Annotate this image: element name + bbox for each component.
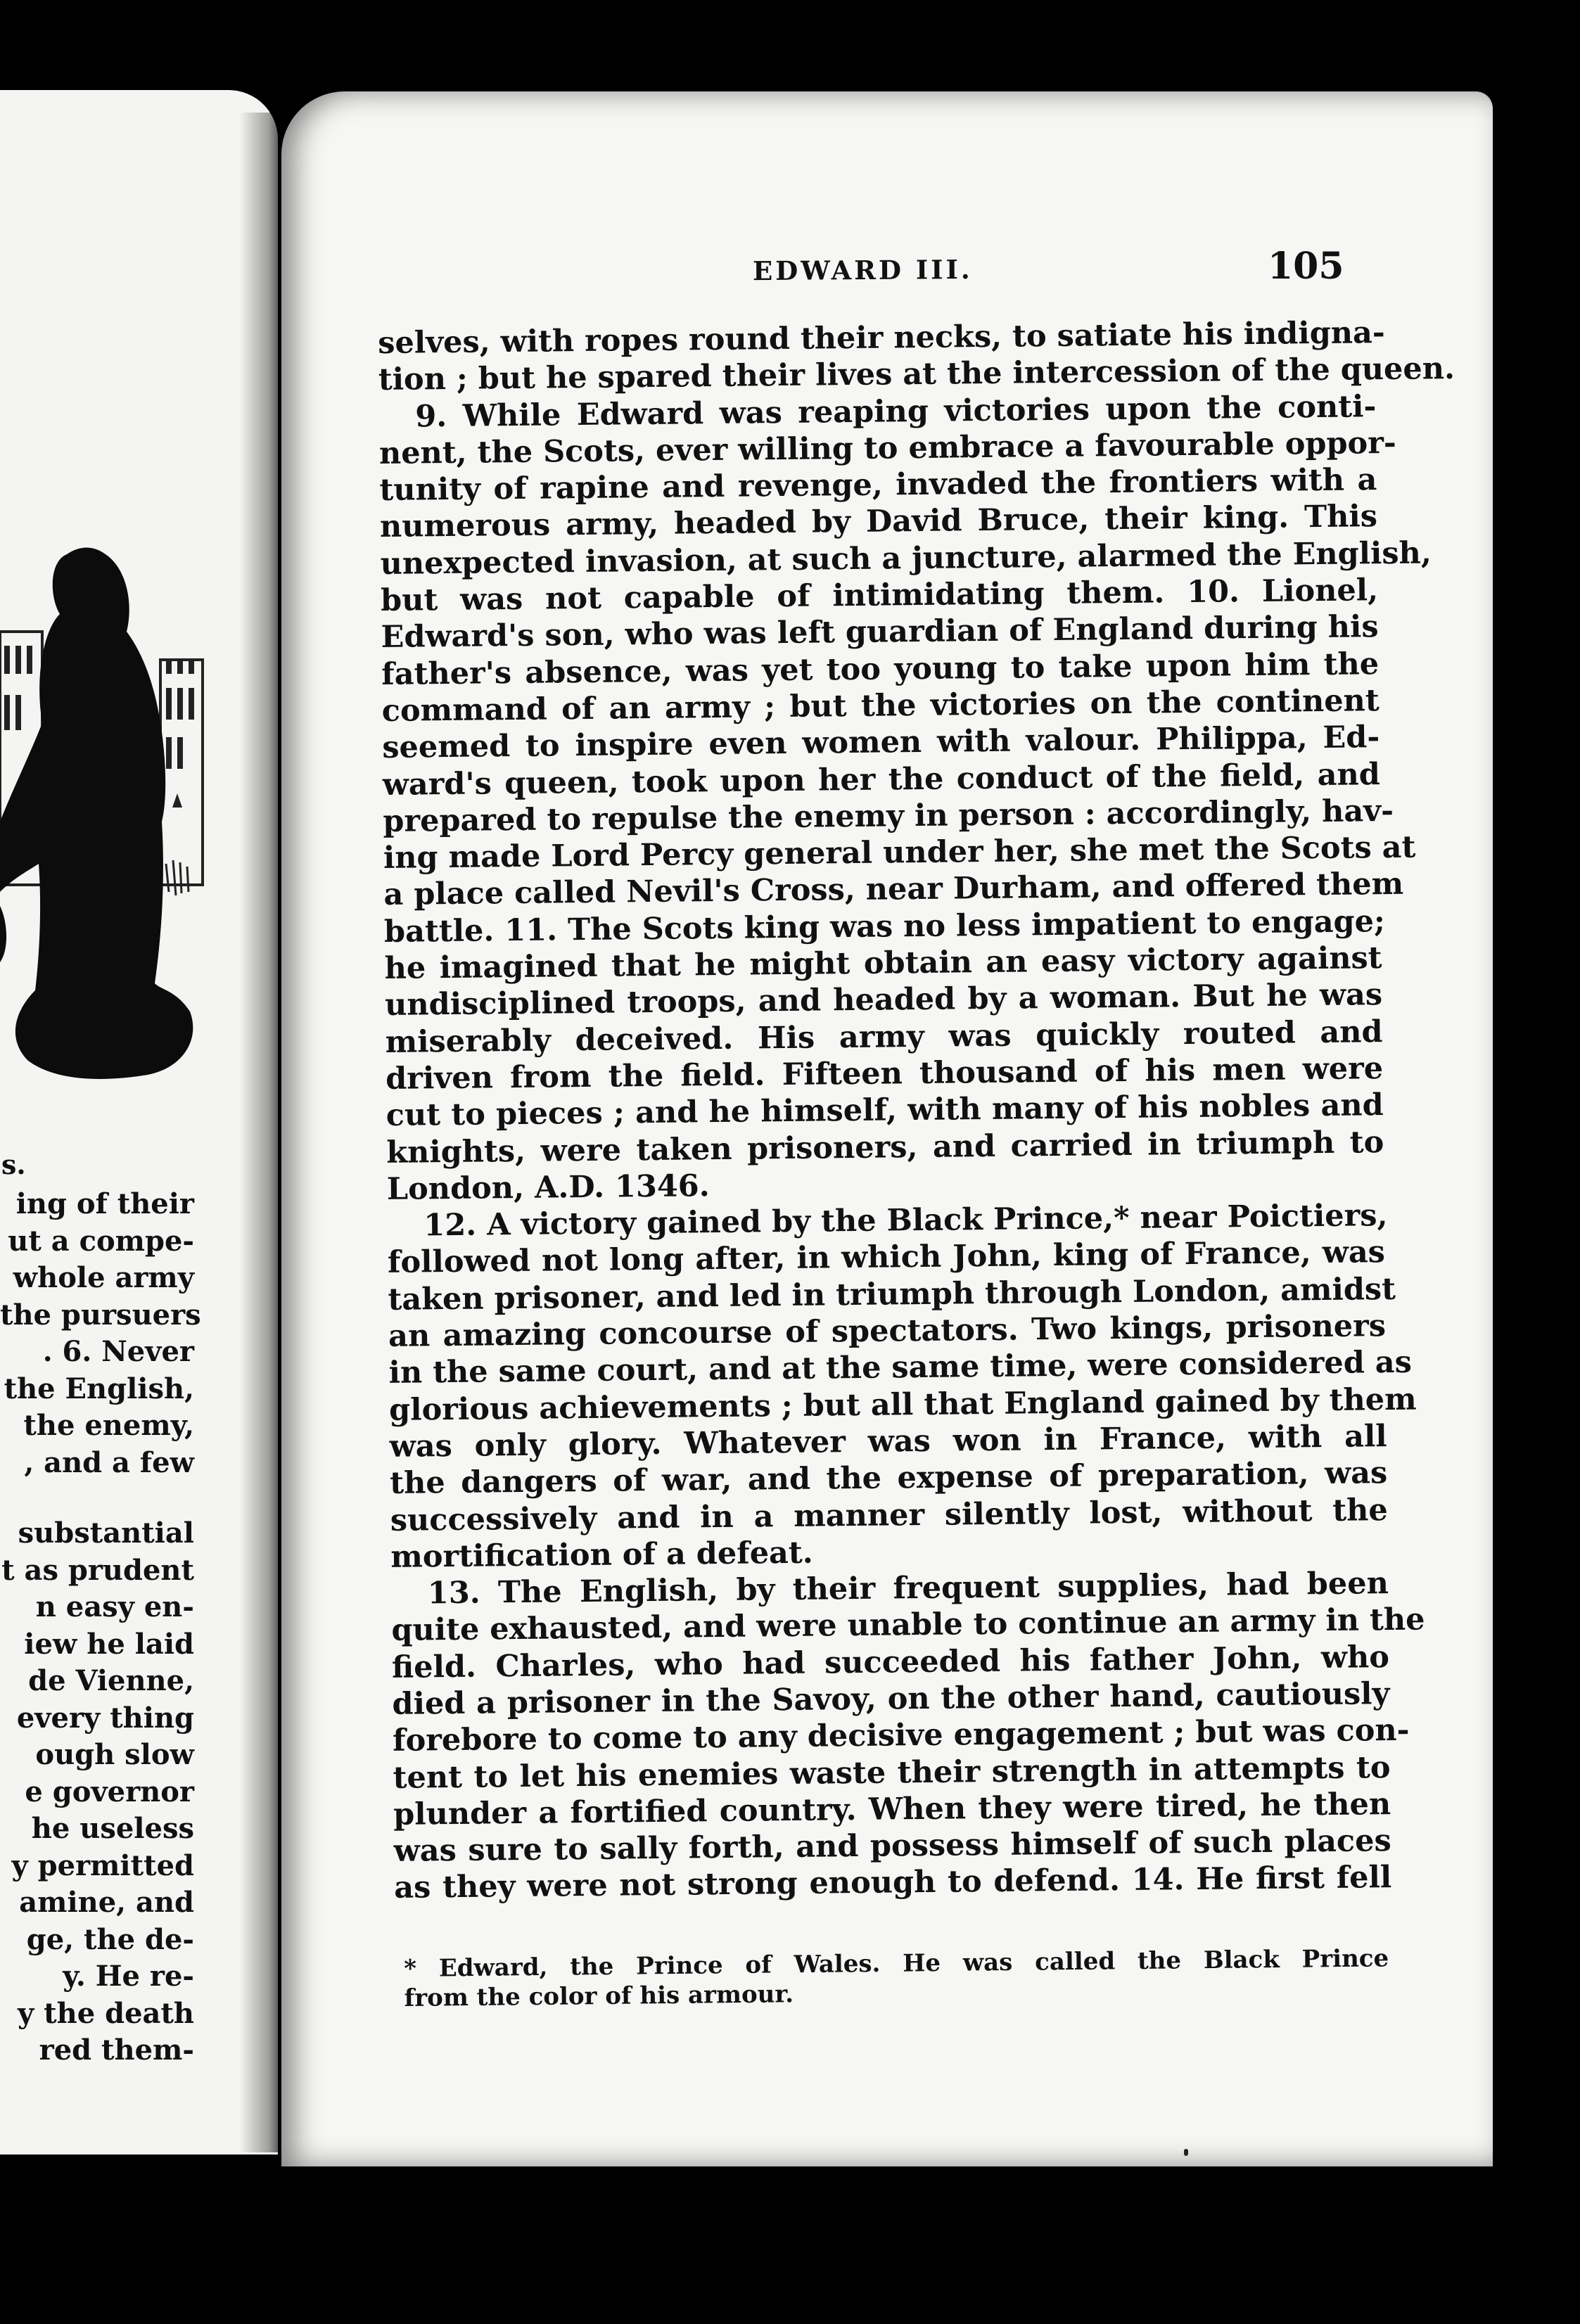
left-text-line: amine, and xyxy=(19,1886,194,1919)
right-page xyxy=(281,91,1493,2166)
body-text-line: 12. A victory gained by the Black Prince,* near Poictiers, xyxy=(423,1198,1388,1244)
body-text-line: cut to pieces ; and he himself, with many of his nobles and xyxy=(386,1087,1384,1134)
body-text-line: plunder a fortified country. When they were tired, he then xyxy=(393,1786,1391,1832)
left-text-line: iew he laid xyxy=(24,1627,194,1661)
body-text-line: quite exhausted, and were unable to continue an army in the xyxy=(391,1602,1425,1649)
left-text-line xyxy=(0,1481,194,1515)
body-text-line: died a prisoner in the Savoy, on the other hand, cautiously xyxy=(392,1676,1390,1722)
body-text-line: tunity of rapine and revenge, invaded the frontiers with a xyxy=(379,462,1377,509)
body-text xyxy=(378,314,1455,1906)
body-text-line: London, A.D. 1346. xyxy=(386,1168,710,1207)
left-text-line: . 6. Never xyxy=(42,1335,194,1368)
left-text-line: t as prudent xyxy=(1,1553,194,1587)
left-text-line: the English, xyxy=(4,1372,194,1405)
left-text-line: whole army xyxy=(13,1261,194,1294)
left-text-line: the enemy, xyxy=(23,1409,194,1442)
body-text-line: command of an army ; but the victories on the continent xyxy=(381,683,1380,729)
page-number: 105 xyxy=(1268,245,1344,288)
body-text-line: successively and in a manner silently lost, without the xyxy=(390,1492,1388,1538)
body-text-line: selves, with ropes round their necks, to satiate his indigna- xyxy=(378,315,1385,361)
body-text-line: numerous army, headed by David Bruce, their king. This xyxy=(379,499,1378,545)
body-text-line: 9. While Edward was reaping victories upon the conti- xyxy=(415,388,1377,435)
body-text-line: as they were not strong enough to defend. 14. He first fell xyxy=(394,1860,1392,1906)
running-head: EDWARD III. xyxy=(752,253,973,287)
body-text-line: followed not long after, in which John, king of France, was xyxy=(387,1234,1386,1281)
left-text-line: substantial xyxy=(18,1517,194,1550)
footnote-line: from the color of his armour. xyxy=(404,1980,794,2012)
footnote-line: * Edward, the Prince of Wales. He was called the Black Prince xyxy=(404,1944,1389,1983)
body-text-line: mortification of a defeat. xyxy=(390,1535,813,1575)
body-text-line: forebore to come to any decisive engagement ; but was con- xyxy=(392,1713,1410,1759)
body-text-line: but was not capable of intimidating them. 10. Lionel, xyxy=(380,573,1379,619)
body-text-line: ing made Lord Percy general under her, she met the Scots at xyxy=(383,829,1416,876)
ink-speck xyxy=(1184,2149,1188,2156)
left-text-line: de Vienne, xyxy=(28,1664,194,1697)
body-text-line: glorious achievements ; but all that England gained by them xyxy=(388,1381,1417,1428)
body-text-line: a place called Nevil's Cross, near Durham, and offered them xyxy=(383,867,1404,913)
engraving-illustration xyxy=(0,456,211,1138)
left-text-line: y permitted xyxy=(11,1849,194,1882)
body-text-line: seemed to inspire even women with valour. Philippa, Ed- xyxy=(382,720,1380,766)
left-page xyxy=(0,90,278,2154)
left-text-line: e governor xyxy=(25,1775,194,1808)
left-text-line: he useless xyxy=(31,1812,194,1845)
body-text-line: tion ; but he spared their lives at the intercession of the queen. xyxy=(378,351,1455,398)
left-text-line: , and a few xyxy=(24,1445,194,1479)
body-text-line: nent, the Scots, ever willing to embrace a favourable oppor- xyxy=(378,425,1396,471)
left-text-line: ge, the de- xyxy=(26,1922,194,1956)
body-text-line: taken prisoner, and led in triumph through London, amidst xyxy=(388,1271,1396,1317)
body-text-line: ward's queen, took upon her the conduct of the field, and xyxy=(382,756,1381,803)
left-text-line: ing of their xyxy=(15,1187,194,1220)
left-text-line: ut a compe- xyxy=(8,1224,194,1258)
left-text-line: y. He re- xyxy=(63,1960,194,1993)
body-text-line: 13. The English, by their frequent supplies, had been xyxy=(427,1566,1389,1611)
footnote xyxy=(404,1943,1389,2013)
body-text-line: unexpected invasion, at such a juncture, alarmed the English, xyxy=(380,535,1432,582)
body-text-line: battle. 11. The Scots king was no less impatient to engage; xyxy=(383,903,1386,950)
left-page-text xyxy=(0,1186,201,2069)
left-text-line: red them- xyxy=(39,2034,194,2067)
left-text-line: ough slow xyxy=(35,1738,194,1771)
body-text-line: was only glory. Whatever was won in France, with all xyxy=(389,1418,1387,1464)
body-text-line: prepared to repulse the enemy in person : accordingly, hav- xyxy=(383,793,1394,839)
illustration-caption: s. xyxy=(1,1149,26,1180)
body-text-line: undisciplined troops, and headed by a woman. But he was xyxy=(384,977,1383,1023)
body-text-line: driven from the field. Fifteen thousand of his men were xyxy=(385,1051,1384,1097)
body-text-line: an amazing concourse of spectators. Two kings, prisoners xyxy=(388,1308,1387,1354)
body-text-line: he imagined that he might obtain an easy victory against xyxy=(384,940,1382,986)
body-text-line: Edward's son, who was left guardian of England during his xyxy=(381,609,1379,656)
body-text-line: the dangers of war, and the expense of preparation, was xyxy=(389,1455,1388,1502)
left-text-line: y the death xyxy=(18,1996,194,2030)
left-text-line: the pursuers xyxy=(0,1298,201,1332)
body-text-line: in the same court, and at the same time, were considered as xyxy=(388,1345,1413,1391)
body-text-line: field. Charles, who had succeeded his father John, who xyxy=(391,1639,1390,1685)
body-text-line: tent to let his enemies waste their strength in attempts to xyxy=(393,1749,1391,1796)
left-text-line: n easy en- xyxy=(35,1590,194,1623)
body-text-line: father's absence, was yet too young to take upon him the xyxy=(381,646,1380,692)
body-text-line: miserably deceived. His army was quickly routed and xyxy=(385,1014,1383,1060)
body-text-line: was sure to sally forth, and possess himself of such places xyxy=(393,1823,1391,1870)
body-text-line: knights, were taken prisoners, and carried in triumph to xyxy=(386,1124,1384,1170)
left-text-line: every thing xyxy=(16,1701,194,1735)
